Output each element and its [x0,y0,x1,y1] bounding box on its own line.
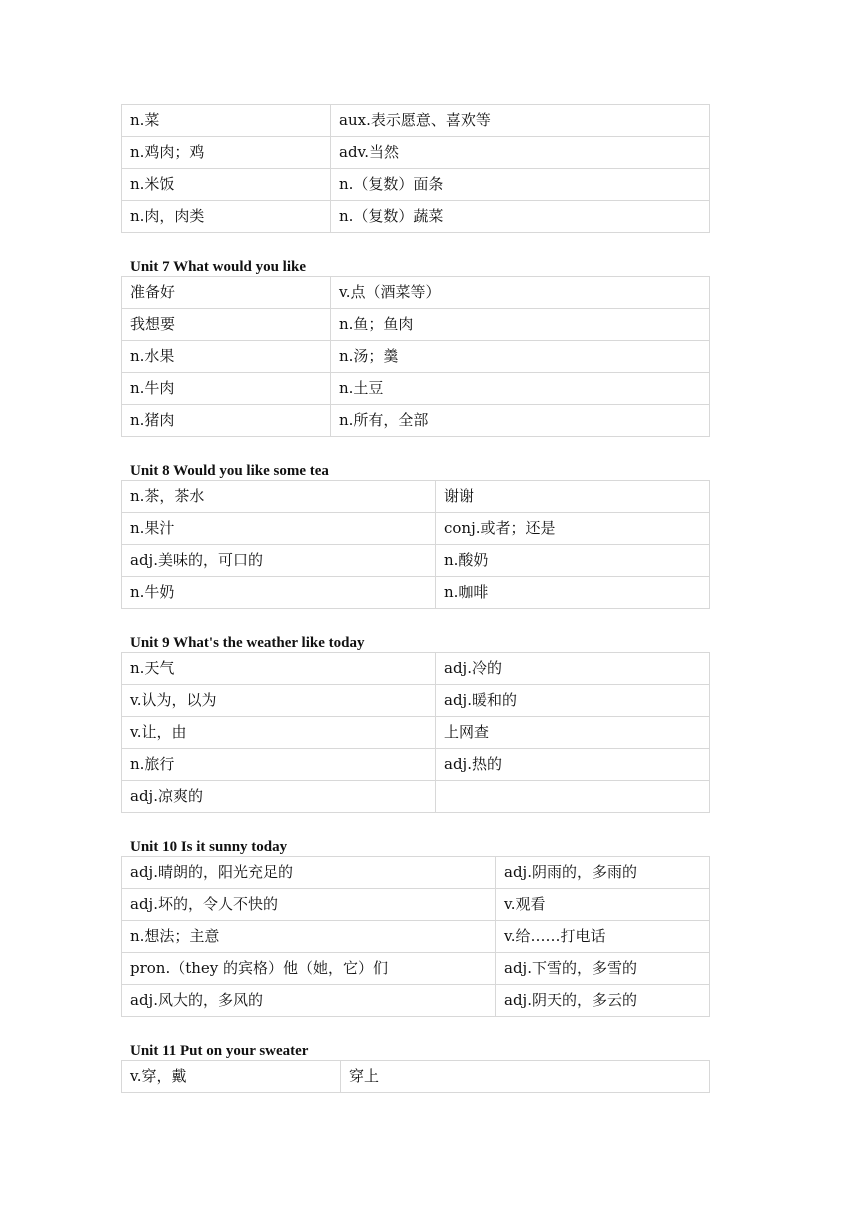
table-cell: adj.热的 [436,749,710,781]
table-row [122,405,710,437]
table-row [122,341,710,373]
table-cell: 我想要 [122,309,331,341]
table-cell: 上网查 [436,717,710,749]
table-cell: n.天气 [122,653,436,685]
table-cell: n.水果 [122,341,331,373]
table-cell: n.所有，全部 [331,405,710,437]
table-row [122,1061,710,1093]
table-cell: adj.美味的，可口的 [122,545,436,577]
table-cell: n.果汁 [122,513,436,545]
unit6-vocab-table [121,104,710,233]
unit10-heading: Unit 10 Is it sunny today [130,839,288,855]
table-row [122,169,710,201]
table-cell: 准备好 [122,277,331,309]
unit10-vocab-table [121,856,710,1017]
table-row [122,577,710,609]
table-row [122,717,710,749]
table-cell: v.认为，以为 [122,685,436,717]
table-cell: n.想法；主意 [122,921,496,953]
table-cell: adj.凉爽的 [122,781,436,813]
table-row [122,513,710,545]
unit9-heading: Unit 9 What's the weather like today [130,635,365,651]
table-row [122,985,710,1017]
table-row [122,857,710,889]
table-row [122,309,710,341]
table-cell: 谢谢 [436,481,710,513]
table-row [122,137,710,169]
table-cell: pron.（they 的宾格）他（她，它）们 [122,953,496,985]
table-cell: n.（复数）面条 [331,169,710,201]
table-cell: adj.暖和的 [436,685,710,717]
table-cell: n.鱼；鱼肉 [331,309,710,341]
table-cell: n.旅行 [122,749,436,781]
table-cell: n.（复数）蔬菜 [331,201,710,233]
table-cell: v.穿，戴 [122,1061,341,1093]
table-cell: v.点（酒菜等） [331,277,710,309]
table-cell: adj.晴朗的，阳光充足的 [122,857,496,889]
table-cell: n.汤；羹 [331,341,710,373]
table-row [122,545,710,577]
table-cell: adj.风大的，多风的 [122,985,496,1017]
table-cell: 穿上 [341,1061,710,1093]
table-cell: n.米饭 [122,169,331,201]
unit8-vocab-table [121,480,710,609]
table-cell: n.茶，茶水 [122,481,436,513]
table-cell: n.咖啡 [436,577,710,609]
table-cell: aux.表示愿意、喜欢等 [331,105,710,137]
table-cell: adj.阴天的，多云的 [496,985,710,1017]
table-cell: n.酸奶 [436,545,710,577]
table-cell: adj.冷的 [436,653,710,685]
table-cell: v.观看 [496,889,710,921]
table-cell: v.让，由 [122,717,436,749]
table-cell: conj.或者；还是 [436,513,710,545]
vocabulary-page [121,104,709,1093]
table-row [122,685,710,717]
table-row [122,653,710,685]
table-cell: n.猪肉 [122,405,331,437]
table-cell: adj.坏的，令人不快的 [122,889,496,921]
unit7-vocab-table [121,276,710,437]
table-row [122,781,710,813]
table-row [122,953,710,985]
table-cell: adv.当然 [331,137,710,169]
unit11-heading: Unit 11 Put on your sweater [130,1043,309,1059]
table-cell: adj.阴雨的，多雨的 [496,857,710,889]
table-cell: n.菜 [122,105,331,137]
unit11-vocab-table [121,1060,710,1093]
table-cell: n.肉，肉类 [122,201,331,233]
table-cell: n.牛奶 [122,577,436,609]
table-row [122,481,710,513]
table-cell-empty [436,781,710,813]
table-row [122,921,710,953]
table-row [122,749,710,781]
table-cell: n.牛肉 [122,373,331,405]
table-row [122,889,710,921]
table-cell: n.鸡肉；鸡 [122,137,331,169]
table-cell: v.给……打电话 [496,921,710,953]
table-cell: adj.下雪的，多雪的 [496,953,710,985]
unit9-vocab-table [121,652,710,813]
table-row [122,105,710,137]
unit7-heading: Unit 7 What would you like [130,259,307,275]
unit8-heading: Unit 8 Would you like some tea [130,463,329,479]
table-row [122,277,710,309]
table-row [122,373,710,405]
table-row [122,201,710,233]
table-cell: n.土豆 [331,373,710,405]
